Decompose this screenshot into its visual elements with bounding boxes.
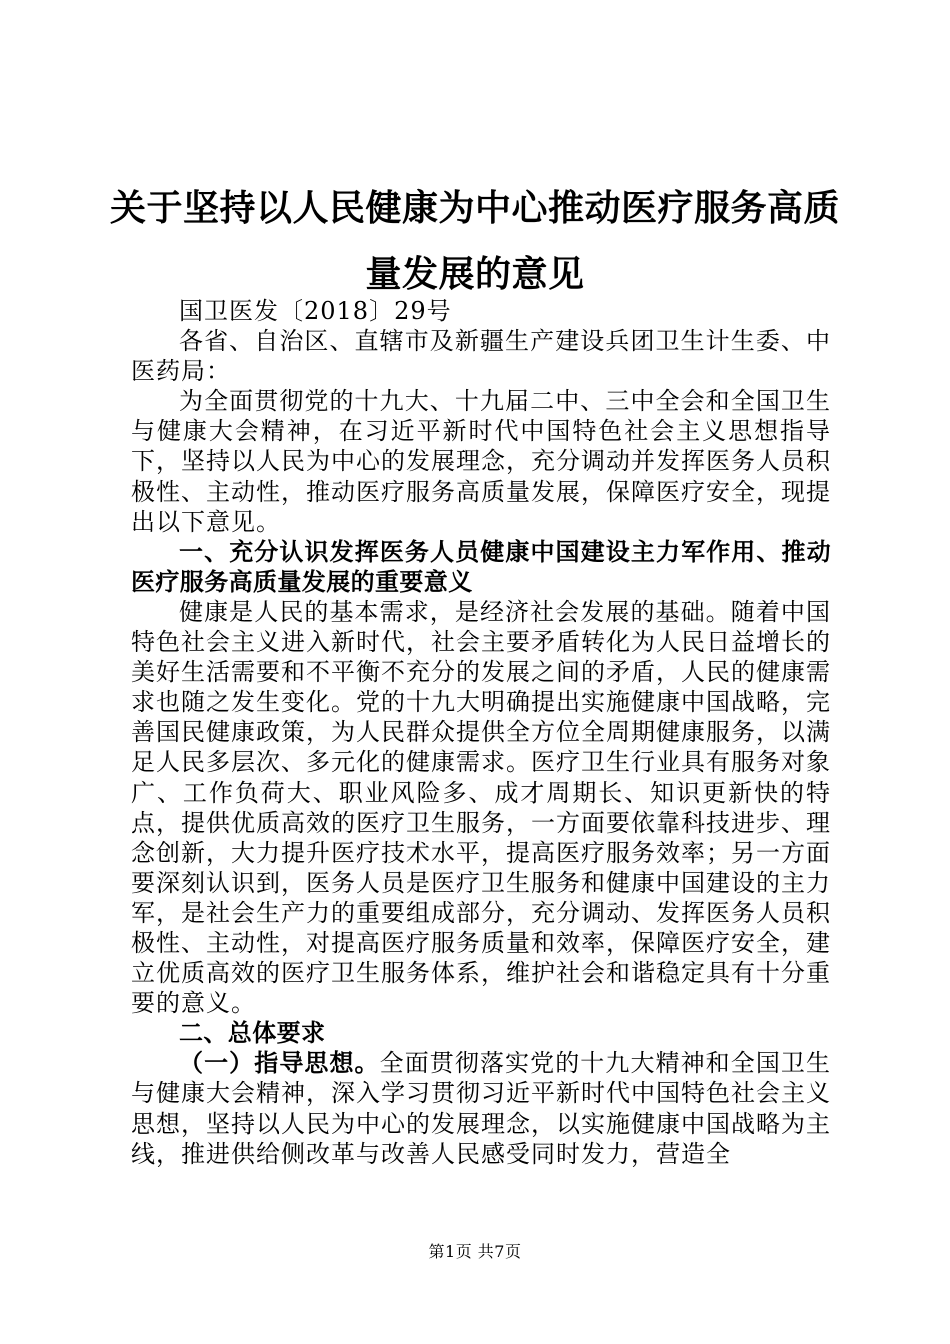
document-title: 关于坚持以人民健康为中心推动医疗服务高质量发展的意见 (110, 188, 841, 295)
intro-paragraph: 为全面贯彻党的十九大、十九届二中、三中全会和全国卫生与健康大会精神，在习近平新时代中国特色社会主义思想指导下，坚持以人民为中心的发展理念，充分调动并发挥医务人员积极性、主动性，推动医疗服务高质量发展，保障医疗安全，现提出以下意见。 (131, 387, 831, 536)
document-body (131, 296, 831, 1169)
section-1-heading: 一、充分认识发挥医务人员健康中国建设主力军作用、推动医疗服务高质量发展的重要意义 (131, 537, 831, 596)
section-2-heading: 二、总体要求 (179, 1019, 326, 1048)
subsection-1-paragraph (131, 1048, 831, 1168)
page-footer: 第1页 共7页 (428, 1242, 522, 1261)
subsection-1-lead: （一）指导思想。 (179, 1049, 380, 1078)
subsection-1-text: 全面贯彻落实党的十九大精神和全国卫生与健康大会精神，深入学习贯彻习近平新时代中国特色社会主义思想，坚持以人民为中心的发展理念，以实施健康中国战略为主线，推进供给侧改革与改善人民感受同时发力，营造全 (131, 1049, 831, 1168)
addressee: 各省、自治区、直辖市及新疆生产建设兵团卫生计生委、中医药局： (131, 327, 831, 386)
document-number: 国卫医发〔2018〕29号 (179, 297, 452, 325)
section-1-paragraph: 健康是人民的基本需求，是经济社会发展的基础。随着中国特色社会主义进入新时代，社会主要矛盾转化为人民日益增长的美好生活需要和不平衡不充分的发展之间的矛盾，人民的健康需求也随之发生变化。党的十九大明确提出实施健康中国战略，完善国民健康政策，为人民群众提供全方位全周期健康服务，以满足人民多层次、多元化的健康需求。医疗卫生行业具有服务对象广、工作负荷大、职业风险多、成才周期长、知识更新快的特点，提供优质高效的医疗卫生服务，一方面要依靠科技进步、理念创新，大力提升医疗技术水平，提高医疗服务效率；另一方面要深刻认识到，医务人员是医疗卫生服务和健康中国建设的主力军，是社会生产力的重要组成部分，充分调动、发挥医务人员积极性、主动性，对提高医疗服务质量和效率，保障医疗安全，建立优质高效的医疗卫生服务体系，维护社会和谐稳定具有十分重要的意义。 (131, 597, 831, 1018)
